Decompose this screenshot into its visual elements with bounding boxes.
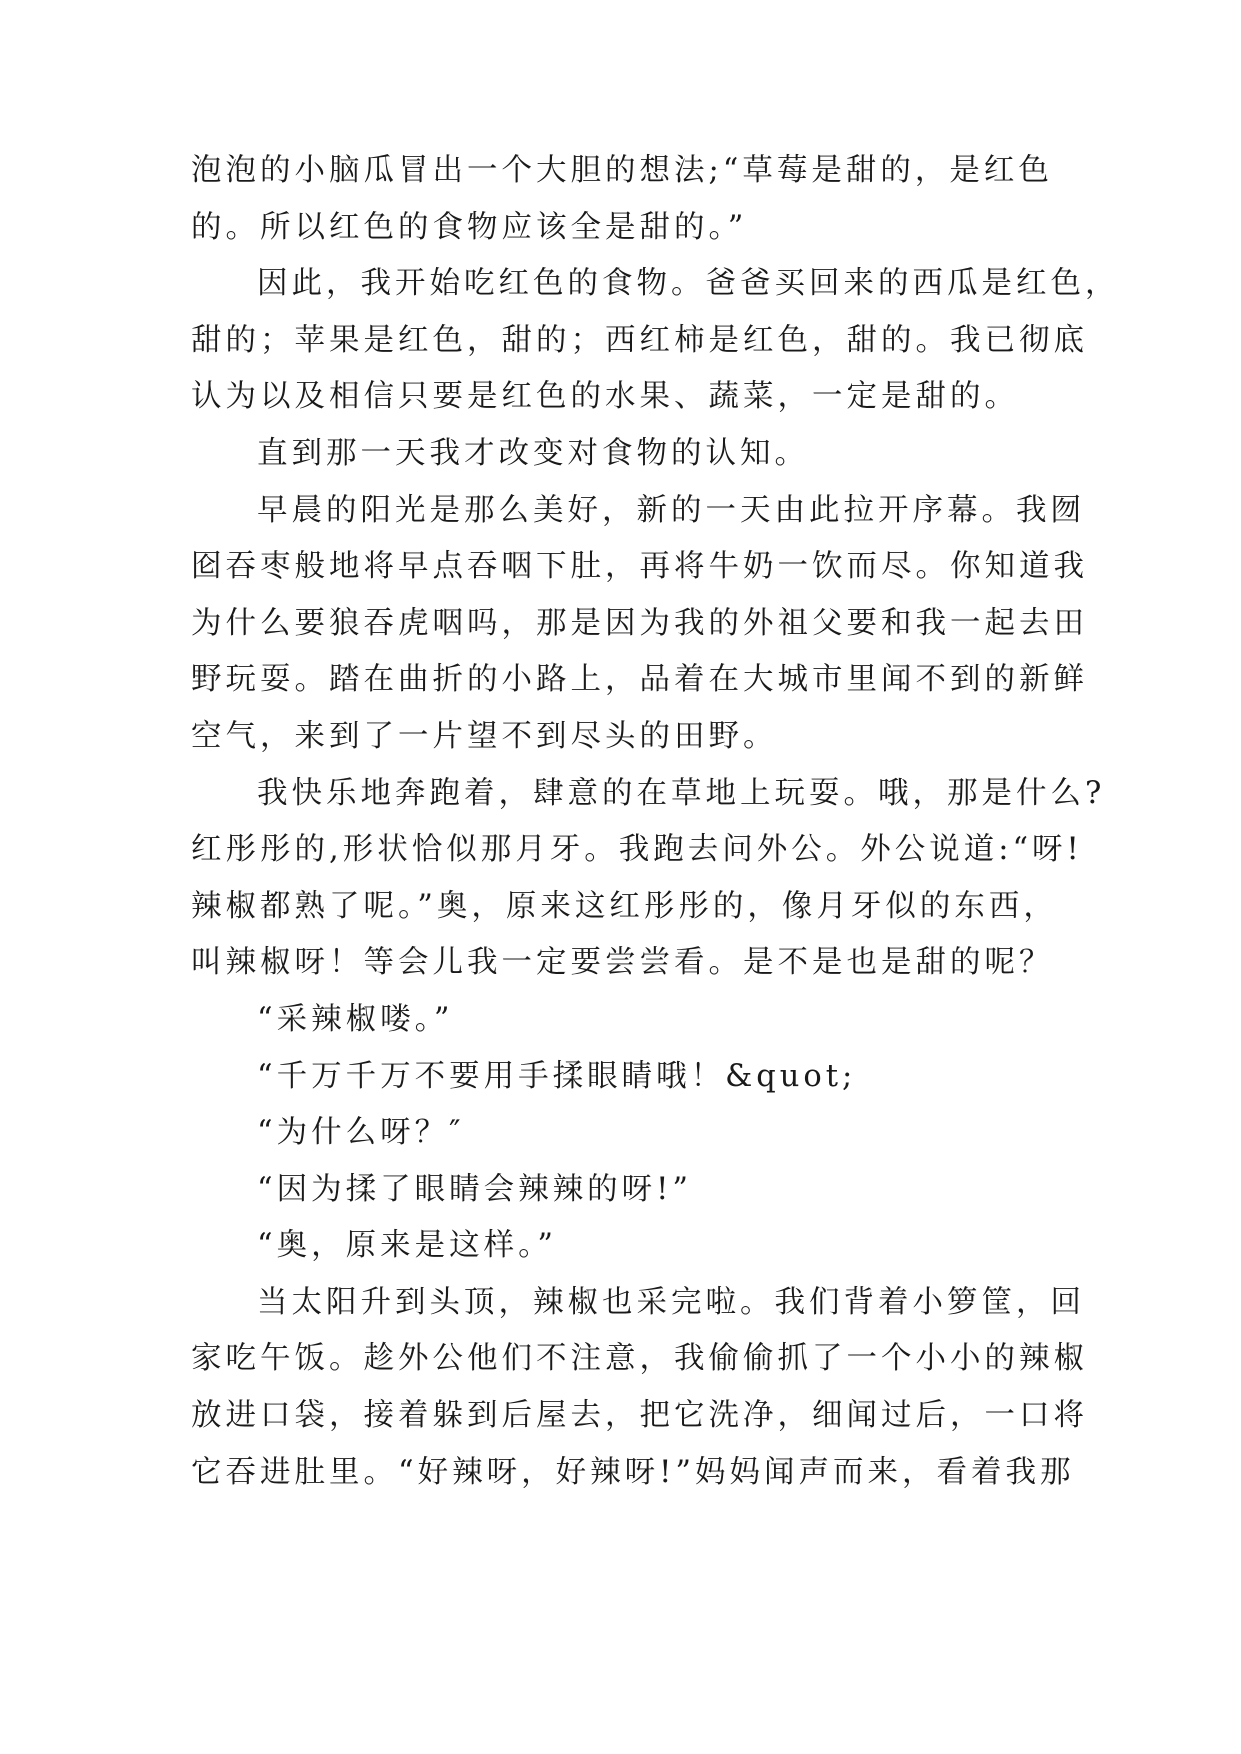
- text-line: “为什么呀？″: [257, 1115, 465, 1151]
- text-line: 甜的；苹果是红色，甜的；西红柿是红色，甜的。我已彻底: [191, 322, 1088, 358]
- text-line: 的。所以红色的食物应该全是甜的。”: [191, 209, 748, 245]
- text-line: 空气，来到了一片望不到尽头的田野。: [191, 718, 778, 754]
- text-line: “采辣椒喽。”: [257, 1001, 454, 1037]
- document-body: [191, 143, 1120, 1501]
- text-line: 囵吞枣般地将早点吞咽下肚，再将牛奶一饮而尽。你知道我: [191, 549, 1088, 585]
- text-line: 它吞进肚里。“好辣呀，好辣呀!”妈妈闻声而来，看着我那: [191, 1454, 1075, 1490]
- text-line: “因为揉了眼睛会辣辣的呀!”: [257, 1171, 692, 1207]
- text-line: 红彤彤的,形状恰似那月牙。我跑去问外公。外公说道:“呀!: [191, 832, 1083, 868]
- text-line: 放进口袋，接着躲到后屋去，把它洗净，细闻过后，一口将: [191, 1398, 1088, 1434]
- text-line: 因此，我开始吃红色的食物。爸爸买回来的西瓜是红色，: [257, 266, 1120, 302]
- text-line: 叫辣椒呀！等会儿我一定要尝尝看。是不是也是甜的呢？: [191, 945, 1054, 981]
- text-line: 辣椒都熟了呢。”奥，原来这红彤彤的，像月牙似的东西，: [191, 888, 1058, 924]
- text-line: 认为以及相信只要是红色的水果、蔬菜，一定是甜的。: [191, 379, 1019, 415]
- text-line: 当太阳升到头顶，辣椒也采完啦。我们背着小箩筐，回: [257, 1284, 1085, 1320]
- text-line: 直到那一天我才改变对食物的认知。: [257, 435, 809, 471]
- text-line: “奥，原来是这样。”: [257, 1228, 557, 1264]
- text-line: 早晨的阳光是那么美好，新的一天由此拉开序幕。我囫: [257, 492, 1085, 528]
- text-line: 为什么要狼吞虎咽吗，那是因为我的外祖父要和我一起去田: [191, 605, 1088, 641]
- text-line: 我快乐地奔跑着，肆意的在草地上玩耍。哦，那是什么?: [257, 775, 1106, 811]
- text-line: 家吃午饭。趁外公他们不注意，我偷偷抓了一个小小的辣椒: [191, 1341, 1088, 1377]
- text-line: “千万千万不要用手揉眼睛哦！&quot;: [257, 1058, 857, 1094]
- text-line: 泡泡的小脑瓜冒出一个大胆的想法;“草莓是甜的，是红色: [191, 153, 1053, 188]
- text-line: 野玩耍。踏在曲折的小路上，品着在大城市里闻不到的新鲜: [191, 662, 1088, 698]
